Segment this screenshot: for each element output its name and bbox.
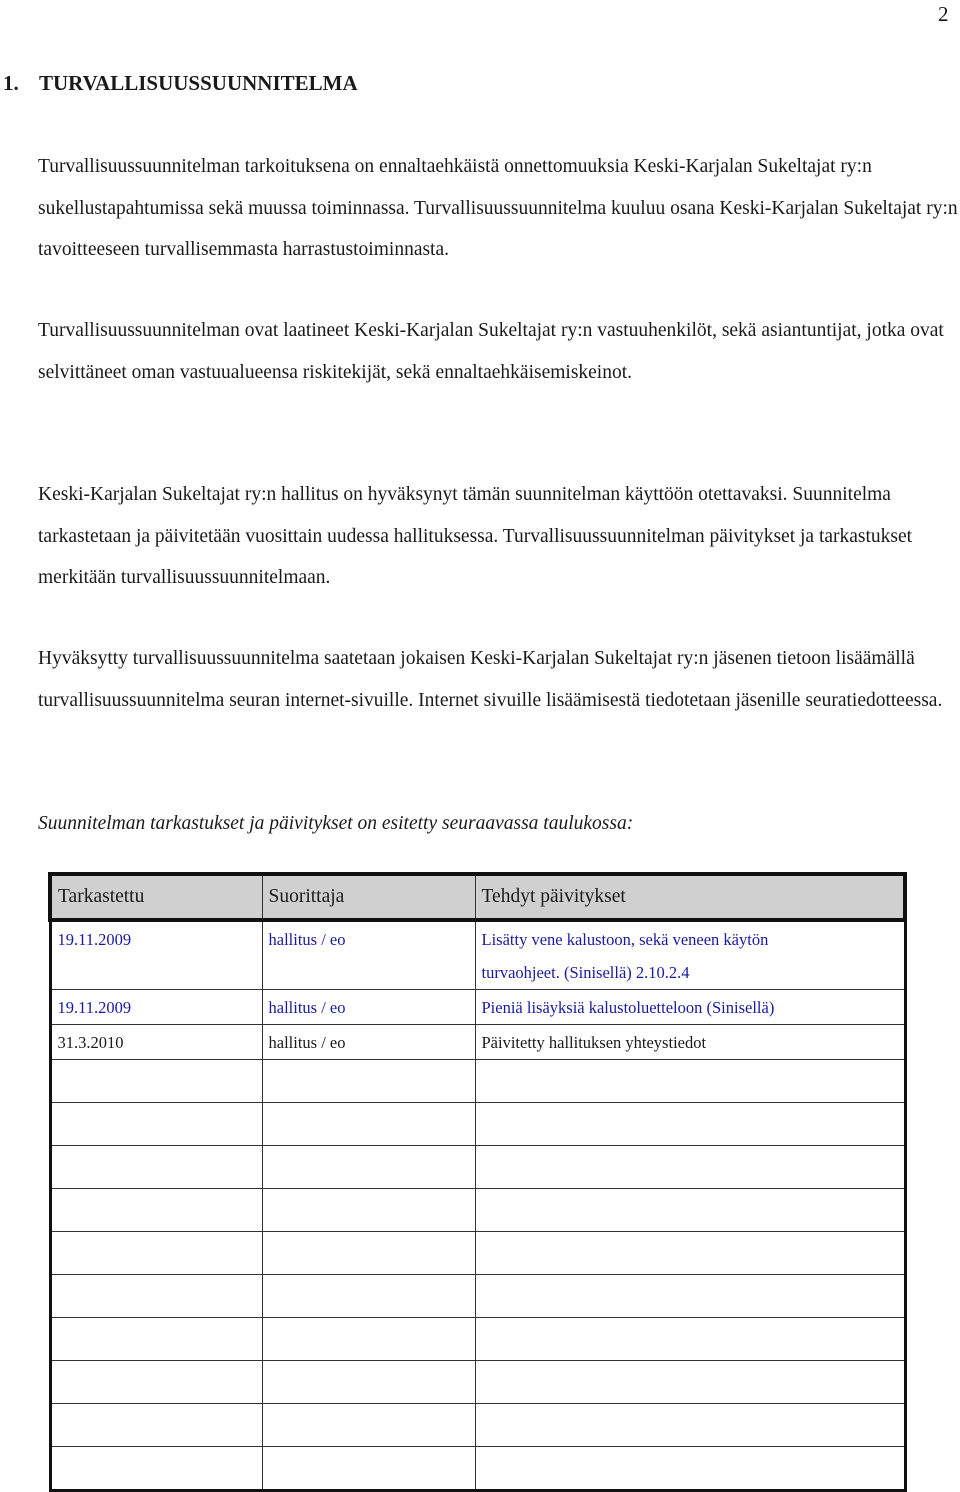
- table-row-empty: [50, 1275, 905, 1318]
- cell-empty: [475, 1275, 905, 1318]
- section-title: TURVALLISUUSSUUNNITELMA: [39, 71, 358, 95]
- page-number: 2: [938, 2, 949, 26]
- table-row-empty: [50, 1318, 905, 1361]
- cell-date: 19.11.2009: [50, 920, 262, 990]
- table-row-empty: [50, 1146, 905, 1189]
- header-performer: Suorittaja: [262, 874, 475, 920]
- cell-date: 19.11.2009: [50, 990, 262, 1025]
- cell-empty: [475, 1189, 905, 1232]
- cell-empty: [475, 1361, 905, 1404]
- cell-empty: [262, 1146, 475, 1189]
- cell-empty: [262, 1404, 475, 1447]
- cell-empty: [475, 1146, 905, 1189]
- cell-empty: [262, 1275, 475, 1318]
- cell-empty: [262, 1361, 475, 1404]
- cell-updates: Päivitetty hallituksen yhteystiedot: [475, 1025, 905, 1060]
- table-row-empty: [50, 1189, 905, 1232]
- table-caption: Suunnitelman tarkastukset ja päivitykset on esitetty seuraavassa taulukossa:: [38, 813, 634, 834]
- cell-empty: [262, 1318, 475, 1361]
- cell-empty: [50, 1275, 262, 1318]
- cell-performer: hallitus / eo: [262, 1025, 475, 1060]
- table-row: [50, 920, 905, 990]
- cell-updates-line: Lisätty vene kalustoon, sekä veneen käytön: [481, 930, 769, 949]
- section-number: 1.: [3, 71, 19, 95]
- cell-updates: [475, 920, 905, 990]
- cell-empty: [262, 1232, 475, 1275]
- cell-empty: [50, 1060, 262, 1103]
- table-header-row: [50, 874, 905, 920]
- cell-empty: [50, 1189, 262, 1232]
- table-row: [50, 1025, 905, 1060]
- table-row: [50, 990, 905, 1025]
- table-row-empty: [50, 1361, 905, 1404]
- cell-performer: hallitus / eo: [262, 990, 475, 1025]
- paragraph-approval: Keski-Karjalan Sukeltajat ry:n hallitus on hyväksynyt tämän suunnitelman käyttöön otettavaksi. Suunnitelma tarkastetaan ja päivitetään vuosittain uudessa hallituksessa. Turvallisuussuunnitelman päivitykset ja tarkastukset merkitään turvallisuussuunnitelmaan.: [38, 484, 913, 588]
- section-heading: [3, 71, 358, 96]
- table-row-empty: [50, 1060, 905, 1103]
- cell-empty: [50, 1146, 262, 1189]
- cell-empty: [475, 1060, 905, 1103]
- paragraph-distribution: Hyväksytty turvallisuussuunnitelma saatetaan jokaisen Keski-Karjalan Sukeltajat ry:n jäsenen tietoon lisäämällä turvallisuussuunnitelma seuran internet-sivuille. Internet sivuille lisäämisestä tiedotetaan jäsenille seuratiedotteessa.: [38, 648, 943, 711]
- cell-empty: [475, 1232, 905, 1275]
- cell-empty: [475, 1103, 905, 1146]
- cell-empty: [262, 1060, 475, 1103]
- table-row-empty: [50, 1447, 905, 1491]
- cell-updates: Pieniä lisäyksiä kalustoluetteloon (Sinisellä): [475, 990, 905, 1025]
- cell-empty: [50, 1447, 262, 1491]
- cell-empty: [50, 1103, 262, 1146]
- header-checked: Tarkastettu: [50, 874, 262, 920]
- table-row-empty: [50, 1103, 905, 1146]
- cell-empty: [475, 1318, 905, 1361]
- cell-empty: [262, 1189, 475, 1232]
- revision-table: [48, 872, 907, 1492]
- paragraph-purpose: Turvallisuussuunnitelman tarkoituksena on ennaltaehkäistä onnettomuuksia Keski-Karjalan Sukeltajat ry:n sukellustapahtumissa sekä muussa toiminnassa. Turvallisuussuunnitelma kuuluu osana Keski-Karjalan Sukeltajat ry:n tavoitteeseen turvallisemmasta harrastustoiminnasta.: [38, 156, 958, 260]
- cell-empty: [50, 1404, 262, 1447]
- cell-empty: [262, 1103, 475, 1146]
- cell-empty: [262, 1447, 475, 1491]
- paragraph-authors: Turvallisuussuunnitelman ovat laatineet Keski-Karjalan Sukeltajat ry:n vastuuhenkilöt, sekä asiantuntijat, jotka ovat selvittäneet oman vastuualueensa riskitekijät, sekä ennaltaehkäisemiskeinot.: [38, 320, 944, 383]
- cell-empty: [475, 1447, 905, 1491]
- cell-empty: [50, 1232, 262, 1275]
- table-row-empty: [50, 1232, 905, 1275]
- table-row-empty: [50, 1404, 905, 1447]
- cell-performer: hallitus / eo: [262, 920, 475, 990]
- cell-date: 31.3.2010: [50, 1025, 262, 1060]
- cell-updates-line: turvaohjeet. (Sinisellä) 2.10.2.4: [481, 963, 690, 982]
- cell-empty: [475, 1404, 905, 1447]
- cell-empty: [50, 1361, 262, 1404]
- header-updates: Tehdyt päivitykset: [475, 874, 905, 920]
- cell-empty: [50, 1318, 262, 1361]
